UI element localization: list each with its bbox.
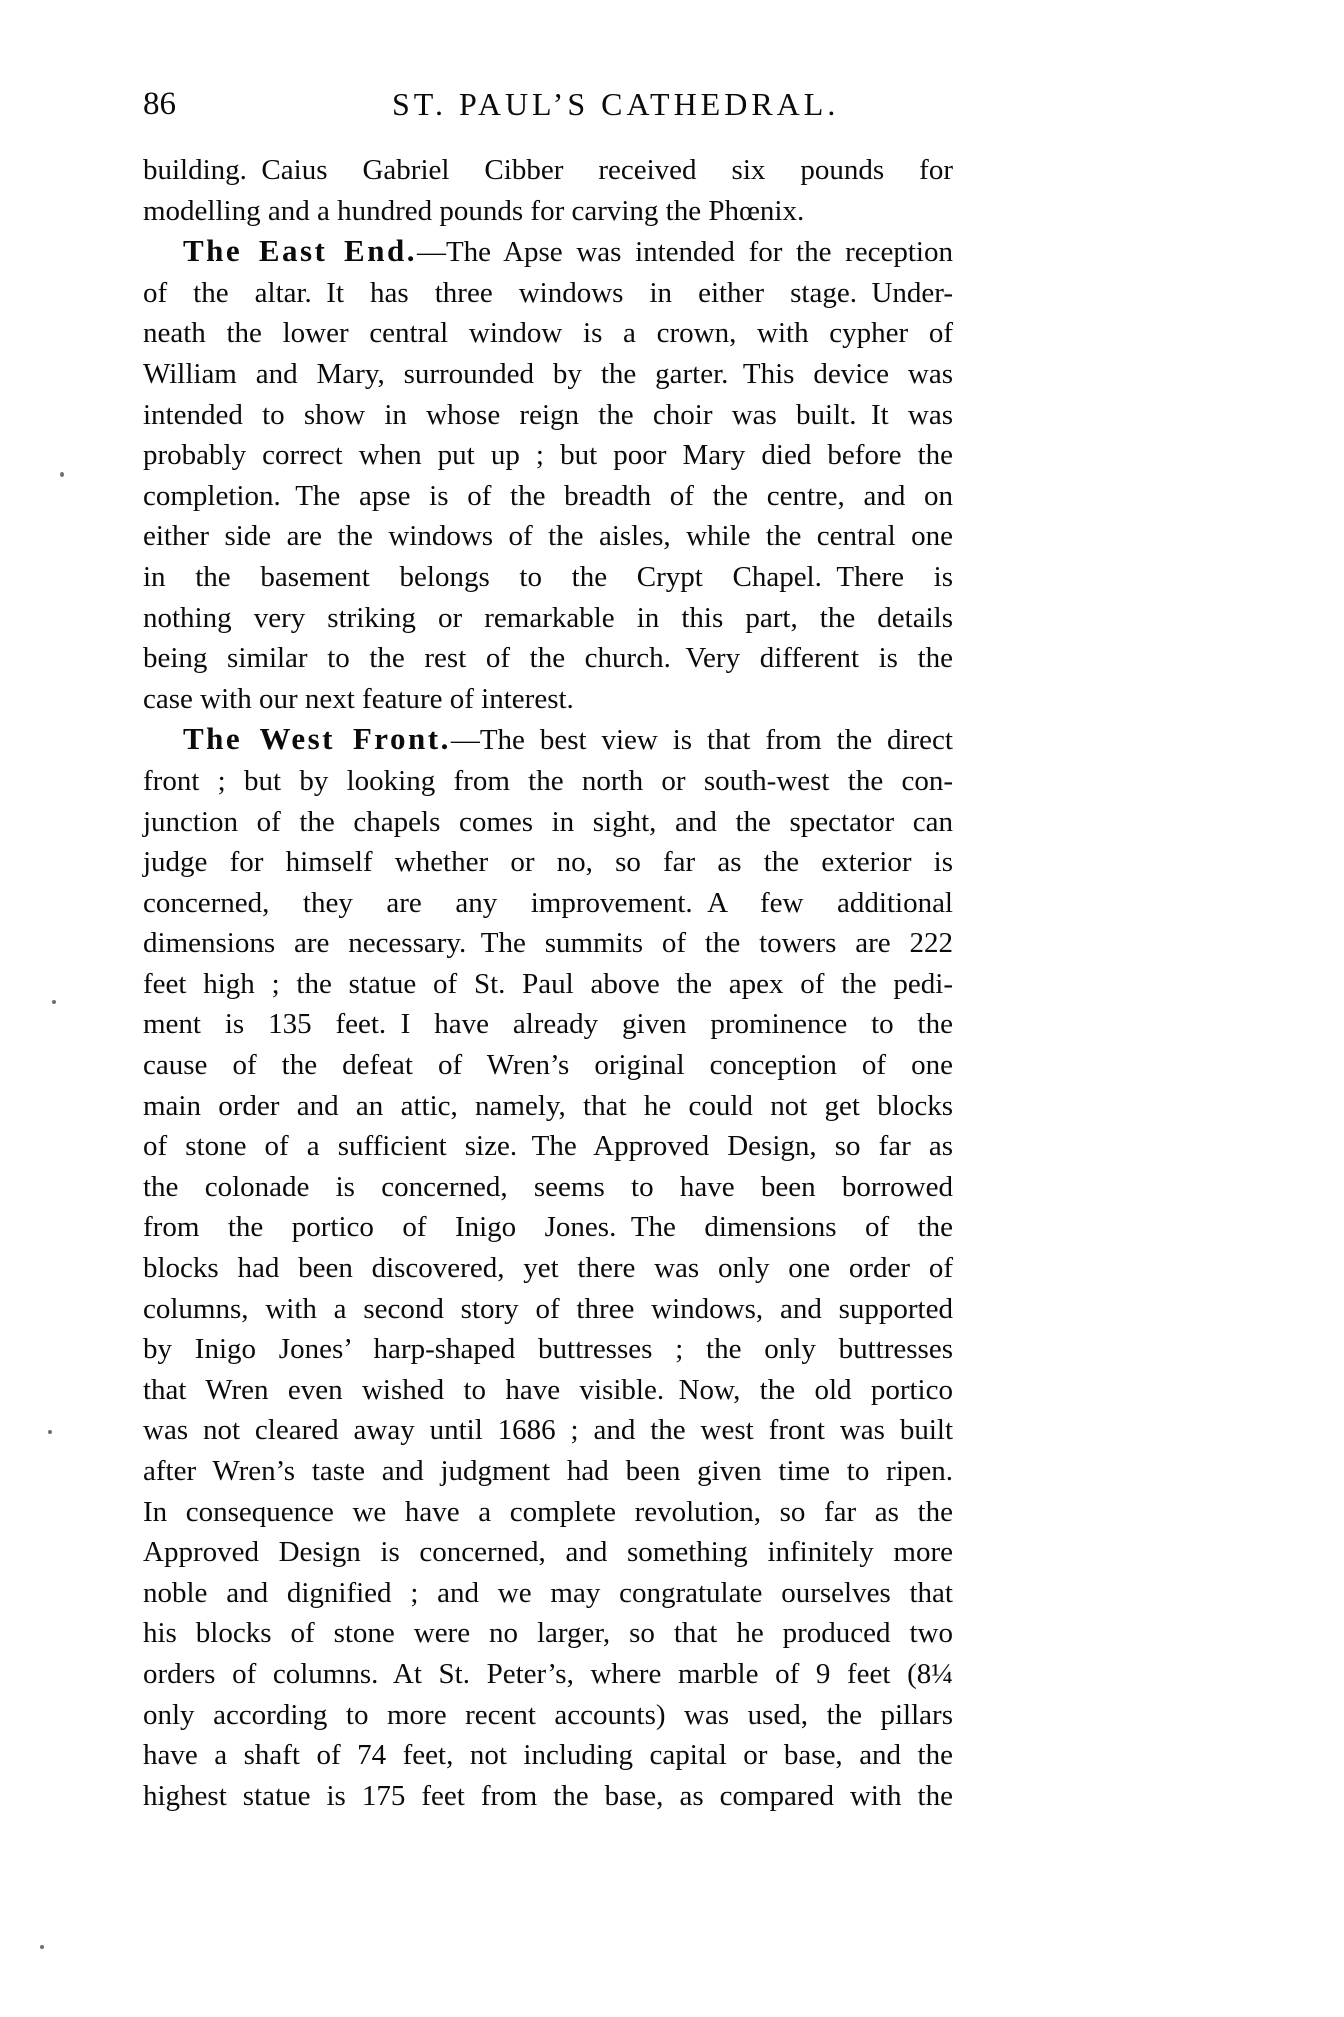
text-line: orders of columns. At St. Peter’s, where marble of 9 feet (8¼ (143, 1657, 953, 1690)
text-line: ment is 135 feet. I have already given prominence to the (143, 1008, 953, 1041)
body-text (143, 150, 953, 1816)
text-line: dimensions are necessary. The summits of the towers are 222 (143, 927, 953, 960)
text-line: front ; but by looking from the north or south-west the con- (143, 764, 953, 797)
text-line: The East End.—The Apse was intended for the reception (183, 233, 953, 269)
text-line: being similar to the rest of the church. Very different is the (143, 642, 953, 675)
text-line: building. Caius Gabriel Cibber received six pounds for (143, 154, 953, 186)
text-line: his blocks of stone were no larger, so that he produced two (143, 1617, 953, 1650)
text-line: of stone of a sufficient size. The Approved Design, so far as (143, 1130, 953, 1163)
text-line: by Inigo Jones’ harp-shaped buttresses ; the only buttresses (143, 1333, 953, 1366)
text-line: highest statue is 175 feet from the base, as compared with the (143, 1779, 953, 1812)
section-heading: The West Front. (183, 721, 451, 757)
text-line: case with our next feature of interest. (143, 682, 574, 715)
text-line: judge for himself whether or no, so far as the exterior is (143, 846, 953, 879)
paragraph (143, 150, 953, 231)
text-line: only according to more recent accounts) was used, the pillars (143, 1698, 953, 1731)
text-line: noble and dignified ; and we may congratulate ourselves that (143, 1576, 953, 1609)
scan-speck (48, 1430, 52, 1434)
paragraph (143, 231, 953, 719)
text-line: probably correct when put up ; but poor Mary died before the (143, 439, 953, 472)
text-line: The West Front.—The best view is that from the direct (183, 721, 953, 757)
section-heading: The East End. (183, 233, 417, 269)
text-line: junction of the chapels comes in sight, and the spectator can (143, 805, 953, 838)
text-line: main order and an attic, namely, that he could not get blocks (143, 1089, 953, 1122)
text-line: in the basement belongs to the Crypt Chapel. There is (143, 560, 953, 593)
scan-speck (52, 1000, 56, 1004)
scan-speck (40, 1945, 44, 1949)
text-line: after Wren’s taste and judgment had been given time to ripen. (143, 1455, 953, 1487)
text-line: modelling and a hundred pounds for carving the Phœnix. (143, 194, 805, 227)
text-line: columns, with a second story of three windows, and supported (143, 1292, 953, 1325)
text-line: intended to show in whose reign the choir was built. It was (143, 398, 953, 431)
text-line: of the altar. It has three windows in either stage. Under- (143, 276, 953, 309)
text-line: that Wren even wished to have visible. Now, the old portico (143, 1373, 953, 1406)
text-line: the colonade is concerned, seems to have been borrowed (143, 1170, 953, 1203)
text-line: cause of the defeat of Wren’s original conception of one (143, 1049, 953, 1082)
text-line: nothing very striking or remarkable in this part, the details (143, 601, 953, 634)
text-line: concerned, they are any improvement. A few additional (143, 886, 953, 919)
text-line: In consequence we have a complete revolution, so far as the (143, 1495, 953, 1528)
paragraph (143, 719, 953, 1816)
text-line: have a shaft of 74 feet, not including capital or base, and the (143, 1739, 953, 1772)
text-line: completion. The apse is of the breadth of the centre, and on (143, 479, 953, 512)
page-number: 86 (143, 86, 176, 122)
text-line: from the portico of Inigo Jones. The dimensions of the (143, 1211, 953, 1244)
running-title: ST. PAUL’S CATHEDRAL. (392, 86, 840, 122)
text-line: either side are the windows of the aisles, while the central one (143, 520, 953, 553)
text-line: was not cleared away until 1686 ; and the west front was built (143, 1414, 953, 1447)
scan-speck (60, 472, 64, 477)
text-line: William and Mary, surrounded by the garter. This device was (143, 357, 953, 390)
text-line: neath the lower central window is a crown, with cypher of (143, 317, 953, 350)
text-line: blocks had been discovered, yet there was only one order of (143, 1252, 953, 1285)
text-line: Approved Design is concerned, and something infinitely more (143, 1536, 953, 1569)
text-line: feet high ; the statue of St. Paul above the apex of the pedi- (143, 967, 953, 1000)
